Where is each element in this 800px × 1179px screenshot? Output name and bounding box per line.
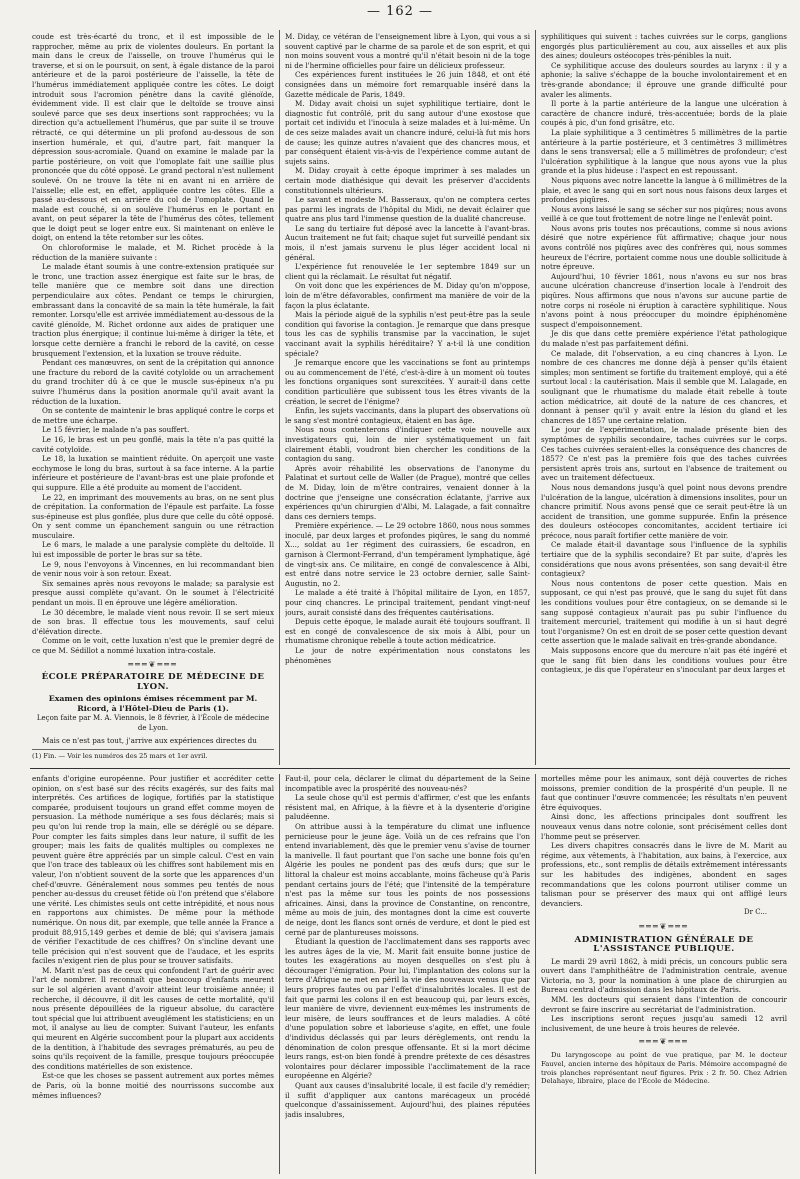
paragraph: Depuis cette époque, le malade aurait été toujours souffrant. Il est en congé de convalescence de six mois à Albi, pour un rhumatisme chronique rebelle à toute action médicatrice. bbox=[285, 617, 530, 646]
paragraph: Ces expériences furent instituées le 26 juin 1848, et ont été consignées dans un mémoire fort remarquable inséré dans la Gazette médicale de Paris, 1849. bbox=[285, 70, 530, 99]
paragraph: Le 6 mars, le malade a une paralysie complète du deltoïde. Il lui est impossible de porter le bras sur sa tête. bbox=[32, 540, 274, 560]
paragraph: On attribue aussi à la température du climat une influence pernicieuse pour le jeune âge. Voilà un de ces refrains que l'on entend invariablement, dès que le premier venu s'avise de tourner la manivelle. Il faut pourtant que l'on sache une bonne fois qu'en Algérie les poules ne pondent pas des œufs durs; que sur le littoral la chaleur est moins accablante, moins fâcheuse qu'à Paris pendant certains jours de l'été; que l'intensité de la température n'est pas la même sur tous les points de nos possessions africaines. Ainsi, dans la province de Constantine, on rencontre, même au mois de juin, des montagnes dont la cime est couverte de neige, dont les flancs sont ornés de verdure, et dont le pied est cerné par de plantureuses moissons. bbox=[285, 821, 530, 937]
paragraph: La seule chose qu'il est permis d'affirmer, c'est que les enfants résistent mal, en Afrique, à la fièvre et à la dysenterie d'origine paludéenne. bbox=[285, 793, 530, 822]
column-3 bbox=[541, 32, 787, 764]
paragraph: Le 9, nous l'envoyons à Vincennes, en lui recommandant bien de venir nous voir à son retour. Exeat. bbox=[32, 559, 274, 579]
article-byline: Leçon faite par M. A. Viennois, le 8 février, à l'École de médecine de Lyon. bbox=[36, 714, 270, 732]
paragraph: Le jour de l'expérimentation, le malade présente bien des symptômes de syphilis secondaire, taches cuivrées sur le corps. Ces taches cuivrées seraient-elles la conséquence des chancres de 1857? Ce n'est pas la première fois que des taches cuivrées persistent après trois ans, surtout en l'absence de traitement ou avec un traitement défectueux. bbox=[541, 425, 787, 483]
ornament-divider: ═══❦═══ bbox=[639, 921, 689, 931]
paragraph: Nous avons laissé le sang se sécher sur nos piqûres; nous avons veillé à ce que tout frottement de notre linge ne l'enlevât point. bbox=[541, 204, 787, 224]
paragraph: La plaie syphilitique a 3 centimètres 5 millimètres de la partie antérieure à la partie postérieure, et 3 centimètres 3 millimètres dans le sens transversal; elle a 5 millimètres de profondeur; c'est l'ulcération syphilitique à la langue que nous ayons vue la plus grande et la plus hideuse : l'aspect en est repoussant. bbox=[541, 127, 787, 176]
paragraph: M. Marit n'est pas de ceux qui confondent l'art de guérir avec l'art de nombrer. Il reconnaît que beaucoup d'enfants meurent sur le sol algérien avant d'avoir atteint leur troisième année; il recherche, il découvre, il dit les causes de cette mortalité, qu'il nous présente dépouillées de la rigueur absolue, du caractère tout spécial que lui attribuent aveuglément les statisticiens; en un mot, il analyse au lieu de compter. Suivant l'auteur, les enfants qui meurent en Algérie succombent pour la plupart aux accidents de la dentition, à l'habitude des sevrages prématurés, au peu de soins qu'ils reçoivent de la famille, presque toujours préoccupée des conditions matérielles de son existence. bbox=[32, 965, 274, 1071]
column-divider bbox=[535, 774, 536, 1174]
paragraph: On se contente de maintenir le bras appliqué contre le corps et de mettre une écharpe. bbox=[32, 406, 274, 425]
section-divider bbox=[30, 768, 790, 769]
ornament-divider: ═══❦═══ bbox=[128, 659, 178, 669]
paragraph: Ce syphilitique accuse des douleurs sourdes au larynx : il y a aphonie; la salive s'échappe de la bouche involontairement et en très-grande abondance; il éprouve une grande difficulté pour avaler les aliments. bbox=[541, 60, 787, 99]
paragraph: Le mardi 29 avril 1862, à midi précis, un concours public sera ouvert dans l'amphithéâtre de l'administration centrale, avenue Victoria, no 3, pour la nomination à une place de chirurgien au Bureau central d'admission dans les hôpitaux de Paris. bbox=[541, 956, 787, 995]
paragraph: MM. les docteurs qui seraient dans l'intention de concourir devront se faire inscrire au secrétariat de l'administration. bbox=[541, 995, 787, 1014]
paragraph: Comme on le voit, cette luxation n'est que le premier degré de ce que M. Sédillot a nommé luxation intra-costale. bbox=[32, 636, 274, 655]
paragraph: Pendant ces manœuvres, on sent de la crépitation qui annonce une fracture du rebord de la cavité cotyloïde ou un arrachement du grand trochiter dû à ce que le muscle sus-épineux n'a pu suivre l'humérus dans la position anormale qu'il avait avant la réduction de la luxation. bbox=[32, 358, 274, 406]
paragraph: On chloroformise le malade, et M. Richet procède à la réduction de la manière suivante : bbox=[32, 243, 274, 262]
paragraph: Ce malade était-il davantage sous l'influence de la syphilis tertiaire que de la syphilis secondaire? Et par suite, d'après les considérations que nous avons présentées, son sang devait-il être contagieux? bbox=[541, 540, 787, 579]
column-1 bbox=[32, 32, 274, 764]
paragraph: Nous nous demandons jusqu'à quel point nous devons prendre l'ulcération de la langue, ulcération à dimensions insolites, pour un chancre primitif. Nous avons pensé que ce serait peut-être là un accident de transition, une gomme suppurée. Enfin la présence des douleurs ostéocopes concomitantes, accident tertiaire ici précoce, nous paraît fortifier cette manière de voir. bbox=[541, 482, 787, 540]
paragraph: Je dis que dans cette première expérience l'état pathologique du malade n'est pas parfaitement défini. bbox=[541, 329, 787, 348]
paragraph: Aujourd'hui, 10 février 1861, nous n'avons eu sur nos bras aucune ulcération chancreuse d'insertion locale à l'endroit des piqûres. Nous affirmons que nous n'avons sur aucune partie de notre corps ni roséole ni éruption à caractère syphilitique. Nous n'avons point à nous préoccuper du moindre épiphénomène suspect d'empoisonnement. bbox=[541, 271, 787, 329]
paragraph: Le savant et modeste M. Basseraux, qu'on ne comptera certes pas parmi les ingrats de l'hôpital du Midi, ne devait éclairer que quatre ans plus tard l'immense question de la dualité chancreuse. bbox=[285, 195, 530, 224]
paragraph: Je remarque encore que les vaccinations se font au printemps ou au commencement de l'été, c'est-à-dire à un moment où toutes les fonctions organiques sont surexcitées. Y aurait-il dans cette condition particulière que subissent tous les êtres vivants de la création, le secret de l'énigme? bbox=[285, 358, 530, 406]
paragraph: syphilitiques qui suivent : taches cuivrées sur le corps, ganglions engorgés plus particulièrement au cou, aux aisselles et aux plis des aines; douleurs ostéocopes très-pénibles la nuit. bbox=[541, 32, 787, 61]
paragraph: Enfin, les sujets vaccinants, dans la plupart des observations où le sang s'est montré contagieux, étaient en bas âge. bbox=[285, 406, 530, 425]
paragraph: M. Diday, ce vétéran de l'enseignement libre à Lyon, qui vous a si souvent captivé par le charme de sa parole et de son esprit, et qui non moins souvent vous a montré qu'il n'était besoin ni de la toge ni de l'hermine officielles pour faire un délicieux professeur. bbox=[285, 32, 530, 70]
bottom-column-1 bbox=[32, 774, 274, 1174]
paragraph: Mais supposons encore que du mercure n'ait pas été ingéré et que le sang fût bien dans les conditions voulues pour être contagieux, je dis que l'opérateur en s'inoculant par deux larges et bbox=[541, 646, 787, 675]
paragraph: Ce malade, dit l'observation, a eu cinq chancres à Lyon. Le nombre de ces chancres me donne déjà à penser qu'ils étaient simples; mon sentiment se fortifie du traitement employé, qui a été surtout local : la cautérisation. Mais il semble que M. Lalagade, en soulignant que le rhumatisme du malade était rebelle à toute action médicatrice, ait douté de la nature de ces chancres, et donnant à penser qu'il y avait entre la lésion du gland et les chancres de 1857 une certaine relation. bbox=[541, 348, 787, 425]
footnote: (1) Fin. — Voir les numéros des 25 mars et 1er avril. bbox=[32, 749, 274, 761]
paragraph: coude est très-écarté du tronc, et il est impossible de le rapprocher, même au prix de violentes douleurs. En portant la main dans le creux de l'aisselle, on trouve l'humérus qui le traverse, et si on le poursuit, on sent, à égale distance de la paroi antérieure et de la paroi postérieure de l'aisselle, la tête de l'humérus immédiatement appliquée contre les côtes. Le doigt introduit sous l'acromion pénètre dans la cavité glénoïde, évidemment vide. Il est clair que le deltoïde se trouve ainsi soulevé parce que ses deux insertions sont rapprochées; vu la direction qu'a actuellement l'humérus, que par suite il se trouve rétracté, ce qui détermine un pli profond au-dessous de son insertion humérale, et qui, d'autre part, fait manquer la dépression sous-acromiale. Quand on examine le malade par la partie postérieure, on voit que l'omoplate fait une saillie plus prononcée que du côté opposé. Le grand pectoral n'est nullement soulevé. On ne trouve la tête ni en avant ni en arrière de l'aisselle; elle est, en effet, appliquée contre les côtes. Elle a passé au-dessous et en arrière du col de l'omoplate. Quand le malade est couché, si on soulève l'humérus en le portant en avant, on peut séparer la tête de l'humérus des côtes, tellement que le doigt peut se loger entre eux. Si maintenant on enlève le doigt, on entend la tête retomber sur les côtes. bbox=[32, 32, 274, 243]
signature: Dr C... bbox=[744, 908, 767, 917]
paragraph: Première expérience. — Le 29 octobre 1860, nous nous sommes inoculé, par deux larges et profondes piqûres, le sang du nommé X..., soldat au 1er régiment des cuirassiers, 6e escadron, en garnison à Clermont-Ferrand, d'un tempérament lymphatique, âgé de vingt-six ans. Ce militaire, en congé de convalescence à Albi, est entré dans notre service le 23 octobre dernier, salle Saint-Augustin, no 2. bbox=[285, 521, 530, 588]
section-title: ADMINISTRATION GÉNÉRALE DE L'ASSISTANCE PUBLIQUE. bbox=[574, 934, 754, 955]
paragraph: Les inscriptions seront reçues jusqu'au samedi 12 avril inclusivement, de une heure à trois heures de relevée. bbox=[541, 1014, 787, 1033]
paragraph: Nous nous contentons de poser cette question. Mais en supposant, ce qui n'est pas prouvé, que le sang du sujet fût dans les conditions voulues pour être contagieux, on se demande si le sang supposé contagieux n'aurait pas pu subir l'influence du traitement mercuriel, traitement qui modifie à un si haut degré tout l'organisme? On est en droit de se poser cette question devant cette assertion que le malade salivait en très-grande abondance. bbox=[541, 578, 787, 646]
paragraph: mortelles même pour les animaux, sont déjà couvertes de riches moissons, premier condition de la prospérité d'un peuple. Il ne faut que continuer l'œuvre commencée; les résultats n'en peuvent être équivoques. bbox=[541, 774, 787, 812]
paragraph: Nous nous contenterons d'indiquer cette voie nouvelle aux investigateurs qui, loin de nier systématiquement un fait clairement établi, voudront bien chercher les conditions de la contagion du sang. bbox=[285, 425, 530, 464]
paragraph: Le malade étant soumis à une contre-extension pratiquée sur le tronc, une traction assez énergique est faite sur le bras, de telle manière que ce membre soit dans une direction perpendiculaire aux côtes. Pendant ce temps le chirurgien, embrassant dans la concavité de sa main la tête humérale, la fait remonter. Lorsqu'elle est arrivée immédiatement au-dessous de la cavité glénoïde, M. Richet ordonne aux aides de pratiquer une traction plus énergique; il continue lui-même à diriger la tête, et lorsque cette dernière a franchi le rebord de la cavité, on cesse brusquement l'extension, et la luxation se trouve réduite. bbox=[32, 262, 274, 358]
column-divider bbox=[279, 30, 280, 765]
paragraph: Nous piquons avec notre lancette la langue à 6 millimètres de la plaie, et avec le sang qui en sort nous nous faisons deux larges et profondes piqûres. bbox=[541, 175, 787, 205]
book-notice: Du laryngoscope au point de vue pratique, par M. le docteur Fauvel, ancien interne des hôpitaux de Paris. Mémoire accompagné de trois planches représentant neuf figures. Prix : 2 fr. 50. Chez Adrien Delahaye, libraire, place de l'École de Médecine. bbox=[541, 1051, 787, 1086]
section-title: ÉCOLE PRÉPARATOIRE DE MÉDECINE DE LYON. bbox=[41, 672, 265, 692]
paragraph: Six semaines après nous revoyons le malade; sa paralysie est presque aussi complète qu'avant. On le soumet à l'électricité pendant un mois. Il en éprouve une légère amélioration. bbox=[32, 578, 274, 608]
paragraph: Les divers chapitres consacrés dans le livre de M. Marit au régime, aux vêtements, à l'habitation, aux bains, à l'exercice, aux professions, etc., sont remplis de détails extrêmement intéressants sur les habitudes des indigènes, abondent en sages recommandations que les colons pourront utiliser comme un talisman pour se préserver des maux qui ont affligé leurs devanciers. bbox=[541, 841, 787, 908]
column-2 bbox=[285, 32, 530, 764]
column-divider bbox=[535, 30, 536, 765]
paragraph: Faut-il, pour cela, déclarer le climat du département de la Seine incompatible avec la prospérité des nouveau-nés? bbox=[285, 774, 530, 793]
paragraph: Après avoir réhabilité les observations de l'anonyme du Palatinat et surtout celle de Waller (de Prague), montré que celles de M. Diday, loin de m'être contraires, venaient donner à la doctrine que j'enseigne une consécration éclatante, j'arrive aux expériences qu'un chirurgien d'Albi, M. Lalagade, a fait connaître dans ces derniers temps. bbox=[285, 463, 530, 521]
paragraph: Le 18, la luxation se maintient réduite. On aperçoit une vaste ecchymose le long du bras, surtout à sa face interne. A la partie inférieure et postérieure de l'avant-bras est une plaie profonde et qui suppure. Elle a été produite au moment de l'accident. bbox=[32, 454, 274, 492]
paragraph: Mais ce n'est pas tout, j'arrive aux expériences directes du bbox=[42, 735, 257, 745]
paragraph: Le 15 février, le malade n'a pas souffert. bbox=[42, 425, 190, 435]
paragraph: Nous avons pris toutes nos précautions, comme si nous avions désiré que notre expérience fût affirmative; chaque jour nous avons contrôlé nos piqûres avec des confrères qui, nous sommes heureux de l'écrire, portaient comme nous une double sollicitude à notre épreuve. bbox=[541, 223, 787, 272]
column-divider bbox=[279, 774, 280, 1174]
paragraph: M. Diday croyait à cette époque imprimer à ses malades un certain mode diathésique qui devait les préserver d'accidents constitutionnels ultérieurs. bbox=[285, 166, 530, 195]
paragraph: Le malade a été traité à l'hôpital militaire de Lyon, en 1857, pour cinq chancres. Le principal traitement, pendant vingt-neuf jours, aurait consisté dans des fréquentes cautérisations. bbox=[285, 588, 530, 617]
paragraph: L'expérience fut renouvelée le 1er septembre 1849 sur un client qui la réclamait. Le résultat fut négatif. bbox=[285, 262, 530, 281]
article-subtitle: Examen des opinions émises récemment par M. Ricord, à l'Hôtel-Dieu de Paris (1). bbox=[48, 694, 258, 714]
paragraph: Le sang du tertiaire fut déposé avec la lancette à l'avant-bras. Aucun traitement ne fut fait; chaque sujet fut surveillé pendant six mois, il n'est jamais survenu le plus léger accident local ni général. bbox=[285, 223, 530, 262]
paragraph: Le 22, en imprimant des mouvements au bras, on ne sent plus de crépitation. La conformation de l'épaule est parfaite. La fosse sus-épineuse est plus gonflée, plus dure que celle du côté opposé. On y sent comme un épanchement sanguin ou une rétraction musculaire. bbox=[32, 492, 274, 540]
paragraph: Quant aux causes d'insalubrité locale, il est facile d'y remédier; il suffit d'appliquer aux cantons marécageux un procédé quelconque d'assainissement. Aujourd'hui, des plaines réputées jadis insalubres, bbox=[285, 1081, 530, 1119]
paragraph: Ainsi donc, les affections principales dont souffrent les nouveaux venus dans notre colonie, sont précisément celles dont l'homme peut se préserver. bbox=[541, 812, 787, 841]
paragraph: Est-ce que les choses se passent autrement aux portes mêmes de Paris, où la bonne moitié des nourrissons succombe aux mêmes influences? bbox=[32, 1071, 274, 1100]
ornament-divider: ═══❦═══ bbox=[639, 1037, 689, 1047]
paragraph: Mais la période aiguë de la syphilis n'est peut-être pas la seule condition qui favorise la contagion. Je remarque que dans presque tous les cas de syphilis transmise par la vaccination, le sujet vaccinant avait la syphilis héréditaire? Y a-t-il là une condition spéciale? bbox=[285, 310, 530, 358]
paragraph: Il porte à la partie antérieure de la langue une ulcération à caractère de chancre induré, très-accentuée; bords de la plaie coupés à pic, d'un fond grisâtre, etc. bbox=[541, 99, 787, 128]
page-number: — 162 — bbox=[366, 4, 434, 19]
bottom-column-2 bbox=[285, 774, 530, 1174]
paragraph: Le 30 décembre, le malade vient nous revoir. Il se sert mieux de son bras. Il effectue tous les mouvements, sauf celui d'élévation directe. bbox=[32, 607, 274, 636]
paragraph: M. Diday avait choisi un sujet syphilitique tertiaire, dont le diagnostic fut contrôlé, prit du sang autour d'une exostose que portait cet individu et l'inocula à seize malades et à lui-même. Un de ces seize malades avait un chancre induré, celui-là fut mis hors de cause; les quinze autres n'avaient que des chancres mous, et par conséquent étaient vis-à-vis de l'expérience comme autant de sujets sains. bbox=[285, 99, 530, 166]
paragraph: enfants d'origine européenne. Pour justifier et accréditer cette opinion, on s'est basé sur des récits exagérés, sur des faits mal interprétés. Ces artifices de logique, fortifiés par la statistique comparée, produisent toujours un grand effet comme moyen de persuasion. La méthode numérique a ses fous déclarés; mais si peu qu'on lui rende trop la main, elle se déréglé ou se dépare. Pour compter les faits simples dans leur nature, il suffit de les grouper; mais les faits de qualités multiples ou complexes ne peuvent guère être appréciés par un simple calcul. C'est en vain que l'on trace des tableaux où les chiffres sont habilement mis en valeur, l'on n'obtient souvent de la sorte que les apparences d'un chef-d'œuvre. Généralement nous sommes peu tentés de nous pencher au-dessus du creuset fétide où l'on prétend que s'élabore une vérité. Les chimistes seuls ont cette intrépidité, et nous nous en rapportons aux chimistes. De même pour la méthode numérique. On nous dit, par exemple, que telle année la France a produit 88,915,149 gerbes et demie de blé; qui s'avisera jamais de vérifier l'exactitude de ces chiffres? On s'incline devant une telle précision qui n'est souvent que de l'audace, et les esprits faciles n'exigent rien de plus pour se trouver satisfaits. bbox=[32, 774, 274, 966]
paragraph: On voit donc que les expériences de M. Diday qu'on m'oppose, loin de m'être défavorables, confirment ma manière de voir de la façon la plus éclatante. bbox=[285, 281, 530, 310]
bottom-column-3 bbox=[541, 774, 787, 1174]
paragraph: Étudiant la question de l'acclimatement dans ses rapports avec les autres âges de la vie, M. Marit fait ensuite bonne justice de toutes les exagérations au moyen desquelles on s'est plu à décourager l'émigration. Pour lui, l'implantation des colons sur la terre d'Afrique ne met en péril la vie des nouveaux venus que par leurs propres fautes ou par l'effet d'insalubrités locales. Il est de fait que parmi les colons il en est beaucoup qui, par leurs excès, leur manière de vivre, deviennent eux-mêmes les instruments de leur misère, de leurs souffrances et de leurs maladies. A côté d'une population sobre et laborieuse s'agite, en effet, une foule d'individus déclassés qui par leurs dérèglements, ont rendu la dénomination de colon presque offensante. Et si la mort décime leurs rangs, est-on bien fondé à prendre prétexte de ces désastres volontaires pour déclarer impossible l'acclimatement de la race européenne en Algérie? bbox=[285, 937, 530, 1081]
paragraph: Le 16, le bras est un peu gonflé, mais la tête n'a pas quitté la cavité cotyloïde. bbox=[32, 434, 274, 454]
paragraph: Le jour de notre expérimentation nous constatons les phénomènes bbox=[285, 646, 530, 665]
